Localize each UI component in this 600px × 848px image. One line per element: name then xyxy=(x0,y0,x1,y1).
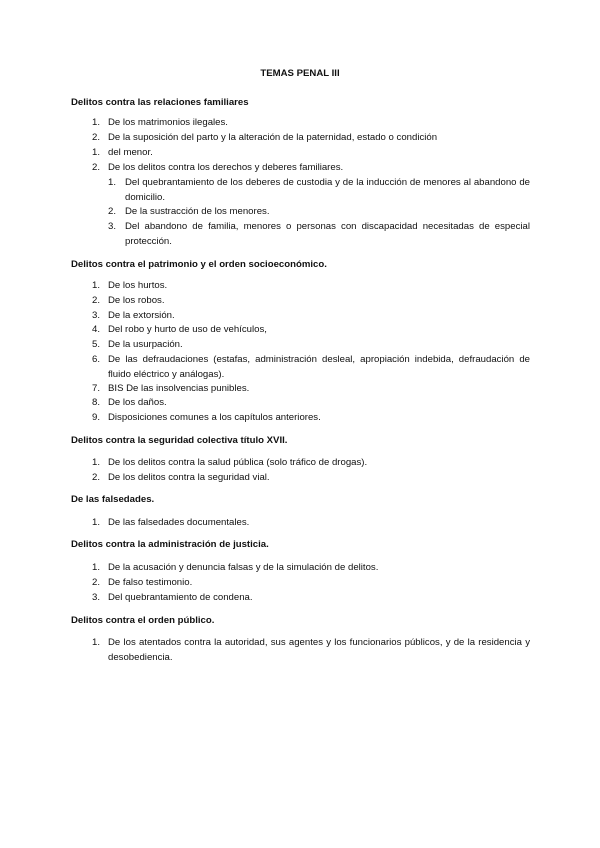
list-number: 8. xyxy=(91,397,100,408)
list-number: 9. xyxy=(91,412,100,423)
list-number: 2. xyxy=(91,132,100,143)
list-text: De los hurtos. xyxy=(108,280,168,291)
list-text: De las falsedades documentales. xyxy=(108,517,250,528)
sub-list-number: 1. xyxy=(107,177,116,188)
list-number: 3. xyxy=(91,310,100,321)
sub-list-number: 3. xyxy=(107,221,116,232)
list-text: De la acusación y denuncia falsas y de la simulación de delitos. xyxy=(108,562,379,573)
list-text: De los delitos contra la seguridad vial. xyxy=(108,472,270,483)
list-number: 7. xyxy=(91,383,100,394)
list-number: 1. xyxy=(91,637,100,648)
list-number: 5. xyxy=(91,339,100,350)
document-title: TEMAS PENAL III xyxy=(260,68,340,79)
list-text: De los delitos contra los derechos y deberes familiares. xyxy=(108,162,344,173)
list-number: 1. xyxy=(91,280,100,291)
section-heading-falsedades: De las falsedades. xyxy=(71,494,155,505)
list-number: 1. xyxy=(91,147,100,158)
section-heading-patrimonio: Delitos contra el patrimonio y el orden socioeconómico. xyxy=(71,259,327,270)
sub-list-text: De la sustracción de los menores. xyxy=(125,206,270,217)
section-heading-relaciones-familiares: Delitos contra las relaciones familiares xyxy=(71,97,249,108)
list-number: 2. xyxy=(91,472,100,483)
list-text: De los robos. xyxy=(108,295,165,306)
list-number: 1. xyxy=(91,562,100,573)
list-text: De los daños. xyxy=(108,397,167,408)
list-number: 3. xyxy=(91,592,100,603)
list-number: 2. xyxy=(91,162,100,173)
list-text: De falso testimonio. xyxy=(108,577,193,588)
list-text: De los delitos contra la salud pública (solo tráfico de drogas). xyxy=(108,457,368,468)
list-number: 1. xyxy=(91,457,100,468)
list-text: De las defraudaciones (estafas, administración desleal, apropiación indebida, defraudación de fluido eléctrico y análogas). xyxy=(108,354,530,380)
list-text: del menor. xyxy=(108,147,153,158)
list-number: 2. xyxy=(91,295,100,306)
list-text: De los matrimonios ilegales. xyxy=(108,117,228,128)
section-heading-seguridad-colectiva: Delitos contra la seguridad colectiva título XVII. xyxy=(71,435,288,446)
section-heading-administracion-justicia: Delitos contra la administración de justicia. xyxy=(71,539,269,550)
sub-list-number: 2. xyxy=(107,206,116,217)
list-number: 1. xyxy=(91,517,100,528)
list-text: Del robo y hurto de uso de vehículos, xyxy=(108,324,267,335)
list-text: De la usurpación. xyxy=(108,339,183,350)
list-number: 2. xyxy=(91,577,100,588)
list-number: 1. xyxy=(91,117,100,128)
list-number: 6. xyxy=(91,354,100,365)
sub-list-text: Del quebrantamiento de los deberes de custodia y de la inducción de menores al abandono de domicilio. xyxy=(125,177,530,203)
list-text: Del quebrantamiento de condena. xyxy=(108,592,253,603)
list-text: De la extorsión. xyxy=(108,310,175,321)
list-text: De la suposición del parto y la alteración de la paternidad, estado o condición xyxy=(108,132,438,143)
sub-list-text: Del abandono de familia, menores o personas con discapacidad necesitadas de especial protección. xyxy=(125,221,530,247)
list-text: De los atentados contra la autoridad, sus agentes y los funcionarios públicos, y de la residencia y desobediencia. xyxy=(108,637,530,663)
list-text: BIS De las insolvencias punibles. xyxy=(108,383,250,394)
list-number: 4. xyxy=(91,324,100,335)
section-heading-orden-publico: Delitos contra el orden público. xyxy=(71,615,215,626)
list-text: Disposiciones comunes a los capítulos anteriores. xyxy=(108,412,321,423)
